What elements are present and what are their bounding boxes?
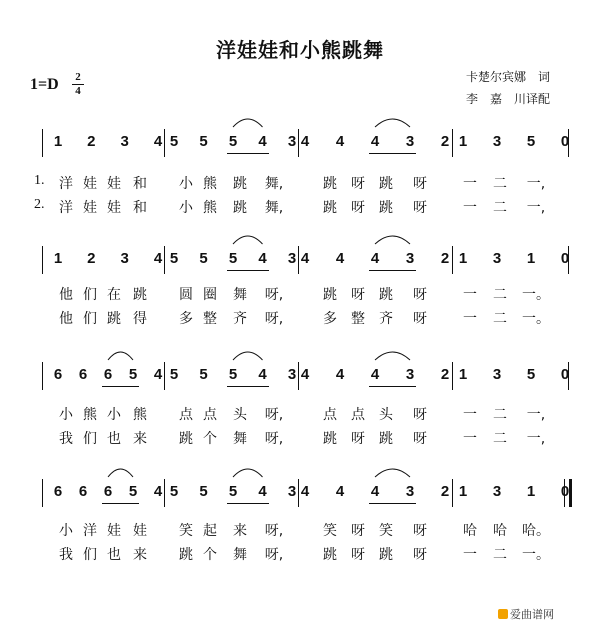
note: 3 — [405, 483, 415, 500]
note: 4 — [370, 133, 380, 150]
note: 3 — [287, 250, 297, 267]
note: 4 — [370, 250, 380, 267]
lyric: 二 — [493, 547, 507, 563]
key-signature: 1=D — [30, 76, 59, 93]
music-note-icon — [498, 609, 508, 619]
lyric: 呀, — [264, 523, 284, 539]
note: 4 — [300, 133, 310, 150]
note: 5 — [169, 133, 179, 150]
lyric: 他 — [59, 287, 73, 303]
lyric: 跳 — [323, 200, 337, 216]
lyric: 点 — [323, 407, 337, 423]
note: 5 — [228, 133, 238, 150]
note: 4 — [370, 366, 380, 383]
lyric: 来 — [133, 431, 147, 447]
lyric: 舞 — [233, 287, 247, 303]
note: 6 — [103, 366, 113, 383]
lyric: 呀 — [351, 523, 365, 539]
lyric: 圈 — [203, 287, 217, 303]
lyric: 整 — [203, 311, 217, 327]
time-signature-bottom: 4 — [75, 85, 81, 97]
lyric: 一 — [463, 176, 477, 192]
lyric: 我 — [59, 547, 73, 563]
slur — [375, 352, 410, 360]
note: 4 — [335, 250, 345, 267]
lyric: 呀 — [351, 176, 365, 192]
slur — [375, 119, 410, 127]
note: 5 — [526, 133, 536, 150]
time-signature-top: 2 — [75, 71, 81, 83]
note: 2 — [440, 133, 450, 150]
lyric: 呀, — [264, 407, 284, 423]
lyric: 跳 — [133, 287, 147, 303]
lyric: 我 — [59, 431, 73, 447]
note: 3 — [492, 483, 502, 500]
lyric: 熊 — [133, 407, 147, 423]
lyric: 小 — [179, 176, 193, 192]
lyric: 娃 — [107, 176, 121, 192]
lyric: 点 — [179, 407, 193, 423]
lyric: 齐 — [379, 311, 393, 327]
note: 4 — [258, 483, 267, 500]
lyric: 头 — [379, 407, 393, 423]
lyric: 熊 — [203, 200, 217, 216]
lyric: 跳 — [323, 287, 337, 303]
lyric: 和 — [133, 176, 147, 192]
lyric: 得 — [133, 311, 147, 327]
note: 1 — [458, 250, 468, 267]
lyric: 娃 — [107, 523, 121, 539]
lyric: 小 — [59, 523, 73, 539]
lyric: 呀 — [413, 311, 427, 327]
note: 4 — [335, 366, 345, 383]
lyric: 一, — [526, 407, 546, 423]
note: 4 — [300, 250, 310, 267]
note: 4 — [300, 483, 310, 500]
lyric: 呀 — [351, 547, 365, 563]
verse-label: 1. — [34, 173, 45, 188]
lyric: 跳 — [107, 311, 121, 327]
lyric: 二 — [493, 311, 507, 327]
lyric: 二 — [493, 176, 507, 192]
note: 5 — [169, 483, 179, 500]
lyric: 舞, — [264, 176, 284, 192]
lyric: 洋 — [59, 200, 73, 216]
lyric: 舞, — [264, 200, 284, 216]
lyric: 娃 — [107, 200, 121, 216]
lyric: 一 — [463, 287, 477, 303]
lyric: 呀 — [413, 431, 427, 447]
slur — [233, 119, 263, 127]
lyric: 一, — [526, 431, 546, 447]
note: 5 — [228, 250, 238, 267]
note: 3 — [492, 133, 502, 150]
lyric: 娃 — [83, 200, 97, 216]
note: 6 — [78, 483, 88, 500]
lyric: 们 — [83, 311, 97, 327]
note: 4 — [153, 250, 163, 267]
lyric: 跳 — [179, 547, 193, 563]
lyric: 也 — [107, 431, 121, 447]
slur — [375, 236, 410, 244]
lyric: 一 — [463, 200, 477, 216]
note: 0 — [560, 483, 570, 500]
lyric: 齐 — [233, 311, 247, 327]
lyric: 呀 — [413, 523, 427, 539]
note: 0 — [560, 366, 570, 383]
note: 3 — [492, 366, 502, 383]
lyric: 们 — [83, 287, 97, 303]
lyric: 来 — [133, 547, 147, 563]
lyric: 跳 — [379, 176, 393, 192]
note: 5 — [199, 483, 208, 500]
slur — [375, 469, 410, 477]
note: 3 — [287, 366, 297, 383]
note: 1 — [53, 133, 63, 150]
lyric: 多 — [179, 311, 193, 327]
lyric: 跳 — [379, 547, 393, 563]
lyric: 洋 — [59, 176, 73, 192]
lyric: 多 — [323, 311, 337, 327]
lyric: 呀, — [264, 547, 284, 563]
note: 4 — [335, 133, 345, 150]
translator-credit: 李 嘉 川译配 — [466, 92, 551, 106]
lyric: 呀, — [264, 311, 284, 327]
lyric: 二 — [493, 407, 507, 423]
lyric: 哈 — [493, 523, 507, 539]
note: 4 — [335, 483, 345, 500]
lyric: 哈。 — [522, 523, 550, 539]
note: 5 — [199, 133, 208, 150]
slur — [233, 352, 263, 360]
note: 3 — [405, 250, 415, 267]
lyric: 个 — [203, 547, 217, 563]
lyric: 二 — [493, 287, 507, 303]
note: 3 — [287, 133, 297, 150]
note: 2 — [440, 483, 450, 500]
note: 4 — [153, 366, 163, 383]
note: 5 — [128, 483, 138, 500]
lyric: 头 — [233, 407, 247, 423]
lyric: 呀, — [264, 431, 284, 447]
note: 3 — [405, 366, 415, 383]
lyric: 跳 — [323, 176, 337, 192]
note: 5 — [228, 483, 238, 500]
note: 5 — [169, 250, 179, 267]
lyric: 二 — [493, 431, 507, 447]
note: 4 — [370, 483, 380, 500]
note: 5 — [199, 250, 208, 267]
lyric: 们 — [83, 431, 97, 447]
lyric: 一。 — [522, 311, 550, 327]
watermark — [498, 606, 554, 622]
lyricist-credit: 卡楚尔宾娜 词 — [466, 70, 551, 84]
lyric: 点 — [351, 407, 365, 423]
slur — [233, 236, 263, 244]
lyric: 圆 — [179, 287, 193, 303]
lyric: 笑 — [323, 523, 337, 539]
lyric: 舞 — [233, 547, 247, 563]
lyric: 一, — [526, 176, 546, 192]
lyric: 呀 — [351, 200, 365, 216]
note: 6 — [53, 483, 63, 500]
note: 4 — [153, 133, 163, 150]
lyric: 呀 — [413, 287, 427, 303]
note: 0 — [560, 133, 570, 150]
slur — [108, 352, 133, 360]
note: 4 — [153, 483, 163, 500]
note: 6 — [53, 366, 63, 383]
note: 1 — [458, 483, 468, 500]
lyric: 舞 — [233, 431, 247, 447]
lyric: 一 — [463, 311, 477, 327]
lyric: 一 — [463, 407, 477, 423]
lyric: 呀 — [413, 547, 427, 563]
lyric: 在 — [107, 287, 121, 303]
lyric: 一。 — [522, 547, 550, 563]
lyric: 笑 — [379, 523, 393, 539]
lyric: 跳 — [379, 287, 393, 303]
note: 1 — [458, 133, 468, 150]
note: 5 — [228, 366, 238, 383]
lyric: 一。 — [522, 287, 550, 303]
note: 4 — [258, 133, 267, 150]
lyric: 跳 — [379, 431, 393, 447]
song-title: 洋娃娃和小熊跳舞 — [216, 38, 384, 62]
lyric: 起 — [203, 523, 217, 539]
note: 6 — [78, 366, 88, 383]
note: 5 — [526, 366, 536, 383]
lyric: 整 — [351, 311, 365, 327]
lyric: 呀, — [264, 287, 284, 303]
note: 6 — [103, 483, 113, 500]
note: 3 — [120, 250, 129, 267]
lyric: 一, — [526, 200, 546, 216]
note: 5 — [128, 366, 138, 383]
note: 2 — [440, 250, 450, 267]
lyric: 娃 — [83, 176, 97, 192]
lyric: 哈 — [463, 523, 477, 539]
note: 3 — [287, 483, 297, 500]
lyric: 们 — [83, 547, 97, 563]
lyric: 跳 — [179, 431, 193, 447]
note: 2 — [87, 133, 96, 150]
watermark-text: 爱曲谱网 — [510, 608, 554, 621]
lyric: 小 — [59, 407, 73, 423]
lyric: 他 — [59, 311, 73, 327]
note: 5 — [199, 366, 208, 383]
lyric: 娃 — [133, 523, 147, 539]
lyric: 跳 — [233, 176, 247, 192]
lyric: 来 — [233, 523, 247, 539]
note: 2 — [87, 250, 96, 267]
note: 1 — [458, 366, 468, 383]
note: 4 — [258, 250, 267, 267]
lyric: 呀 — [351, 287, 365, 303]
slur — [233, 469, 263, 477]
note: 4 — [258, 366, 267, 383]
verse-label: 2. — [34, 197, 45, 212]
note: 1 — [526, 483, 536, 500]
lyric: 一 — [463, 547, 477, 563]
lyric: 跳 — [323, 431, 337, 447]
note: 2 — [440, 366, 450, 383]
lyric: 呀 — [413, 407, 427, 423]
note: 4 — [300, 366, 310, 383]
lyric: 笑 — [179, 523, 193, 539]
lyric: 熊 — [83, 407, 97, 423]
note: 3 — [405, 133, 415, 150]
lyric: 熊 — [203, 176, 217, 192]
lyric: 也 — [107, 547, 121, 563]
note: 0 — [560, 250, 570, 267]
note: 3 — [492, 250, 502, 267]
lyric: 跳 — [323, 547, 337, 563]
lyric: 呀 — [413, 200, 427, 216]
lyric: 小 — [107, 407, 121, 423]
lyric: 跳 — [233, 200, 247, 216]
lyric: 和 — [133, 200, 147, 216]
note: 3 — [120, 133, 129, 150]
lyric: 二 — [493, 200, 507, 216]
lyric: 跳 — [379, 200, 393, 216]
slur — [108, 469, 133, 477]
lyric: 呀 — [413, 176, 427, 192]
lyric: 一 — [463, 431, 477, 447]
lyric: 点 — [203, 407, 217, 423]
lyric: 呀 — [351, 431, 365, 447]
lyric: 小 — [179, 200, 193, 216]
lyric: 洋 — [83, 523, 97, 539]
lyric: 个 — [203, 431, 217, 447]
note: 1 — [53, 250, 63, 267]
note: 5 — [169, 366, 179, 383]
note: 1 — [526, 250, 536, 267]
